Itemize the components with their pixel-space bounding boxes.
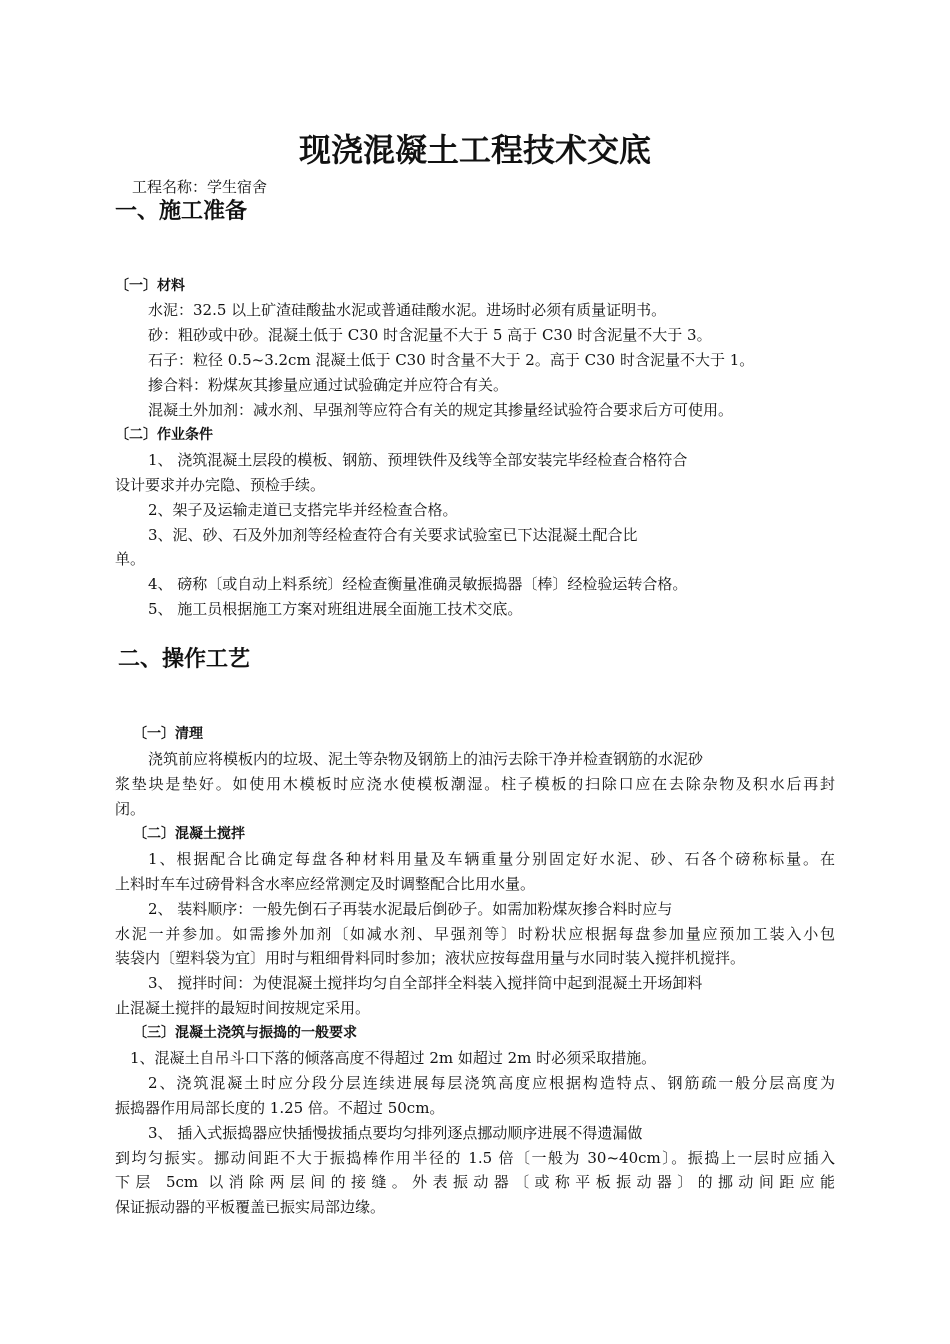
paragraph-line: 水泥：32.5 以上矿渣硅酸盐水泥或普通硅酸水泥。进场时必须有质量证明书。 <box>148 301 667 319</box>
paragraph-line: 2、浇筑混凝土时应分段分层连续进展每层浇筑高度应根据构造特点、钢筋疏一般分层高度为 <box>148 1074 835 1092</box>
project-name-line: 工程名称：学生宿舍 <box>132 178 268 196</box>
paragraph-line: 掺合料：粉煤灰其掺量应通过试验确定并应符合有关。 <box>148 376 509 394</box>
paragraph-line: 3、 搅拌时间：为使混凝土搅拌均匀自全部拌全料装入搅拌筒中起到混凝土开场卸料 <box>148 974 703 992</box>
paragraph-line: 设计要求并办完隐、预检手续。 <box>115 476 326 494</box>
section-heading-preparation: 一、施工准备 <box>115 199 248 224</box>
paragraph-line: 闭。 <box>115 800 146 818</box>
paragraph-line: 1、 浇筑混凝土层段的模板、钢筋、预埋铁件及线等全部安装完毕经检查合格符合 <box>148 451 688 469</box>
subsection-heading-work-conditions: 〔二〕作业条件 <box>115 427 213 443</box>
paragraph-line: 砂：粗砂或中砂。混凝土低于 C30 时含泥量不大于 5 高于 C30 时含泥量不大于 3。 <box>148 326 712 344</box>
subsection-heading-cleaning: 〔一〕清理 <box>133 726 203 742</box>
paragraph-line: 保证振动器的平板覆盖已振实局部边缘。 <box>115 1198 386 1216</box>
paragraph-line: 浇筑前应将模板内的垃圾、泥土等杂物及钢筋上的油污去除干净并检查钢筋的水泥砂 <box>148 750 704 768</box>
paragraph-line: 5、 施工员根据施工方案对班组进展全面施工技术交底。 <box>148 600 523 618</box>
paragraph-line: 下层 5cm 以消除两层间的接缝。外表振动器〔或称平板振动器〕的挪动间距应能 <box>115 1173 835 1191</box>
subsection-heading-materials: 〔一〕材料 <box>115 278 185 294</box>
subsection-heading-pouring-vibration: 〔三〕混凝土浇筑与振捣的一般要求 <box>133 1025 357 1041</box>
paragraph-line: 单。 <box>115 550 146 568</box>
paragraph-line: 4、 磅称〔或自动上料系统〕经检查衡量准确灵敏振捣器〔棒〕经检验运转合格。 <box>148 575 688 593</box>
document-title: 现浇混凝土工程技术交底 <box>298 131 651 169</box>
paragraph-line: 石子：粒径 0.5~3.2cm 混凝土低于 C30 时含量不大于 2。高于 C30 时含泥量不大于 1。 <box>148 351 755 369</box>
paragraph-line: 混凝土外加剂：减水剂、早强剂等应符合有关的规定其掺量经试验符合要求后方可使用。 <box>148 401 734 419</box>
paragraph-line: 浆垫块是垫好。如使用木模板时应浇水使模板潮湿。柱子模板的扫除口应在去除杂物及积水后再封 <box>115 775 835 793</box>
paragraph-line: 振捣器作用局部长度的 1.25 倍。不超过 50cm。 <box>115 1099 445 1117</box>
paragraph-line: 装袋内〔塑料袋为宜〕用时与粗细骨料同时参加；液状应按每盘用量与水同时装入搅拌机搅拌。 <box>115 949 746 967</box>
paragraph-line: 2、架子及运输走道已支搭完毕并经检查合格。 <box>148 501 458 519</box>
paragraph-line: 1、根据配合比确定每盘各种材料用量及车辆重量分别固定好水泥、砂、石各个磅称标量。在 <box>148 850 835 868</box>
paragraph-line: 止混凝土搅拌的最短时间按规定采用。 <box>115 999 371 1017</box>
subsection-heading-mixing: 〔二〕混凝土搅拌 <box>133 826 245 842</box>
paragraph-line: 2、 装料顺序：一般先倒石子再装水泥最后倒砂子。如需加粉煤灰掺合料时应与 <box>148 900 673 918</box>
paragraph-line: 1、混凝土自吊斗口下落的倾落高度不得超过 2m 如超过 2m 时必须采取措施。 <box>130 1049 657 1067</box>
paragraph-line: 上料时车车过磅骨料含水率应经常测定及时调整配合比用水量。 <box>115 875 536 893</box>
paragraph-line: 到均匀振实。挪动间距不大于振捣棒作用半径的 1.5 倍〔一般为 30~40cm〕。振捣上一层时应插入 <box>115 1149 835 1167</box>
paragraph-line: 3、泥、砂、石及外加剂等经检查符合有关要求试验室已下达混凝土配合比 <box>148 526 638 544</box>
paragraph-line: 水泥一并参加。如需掺外加剂〔如减水剂、早强剂等〕时粉状应根据每盘参加量应预加工装入小包 <box>115 925 835 943</box>
paragraph-line: 3、 插入式振捣器应快插慢拔插点要均匀排列逐点挪动顺序进展不得遗漏做 <box>148 1124 643 1142</box>
section-heading-operation: 二、操作工艺 <box>118 647 251 672</box>
